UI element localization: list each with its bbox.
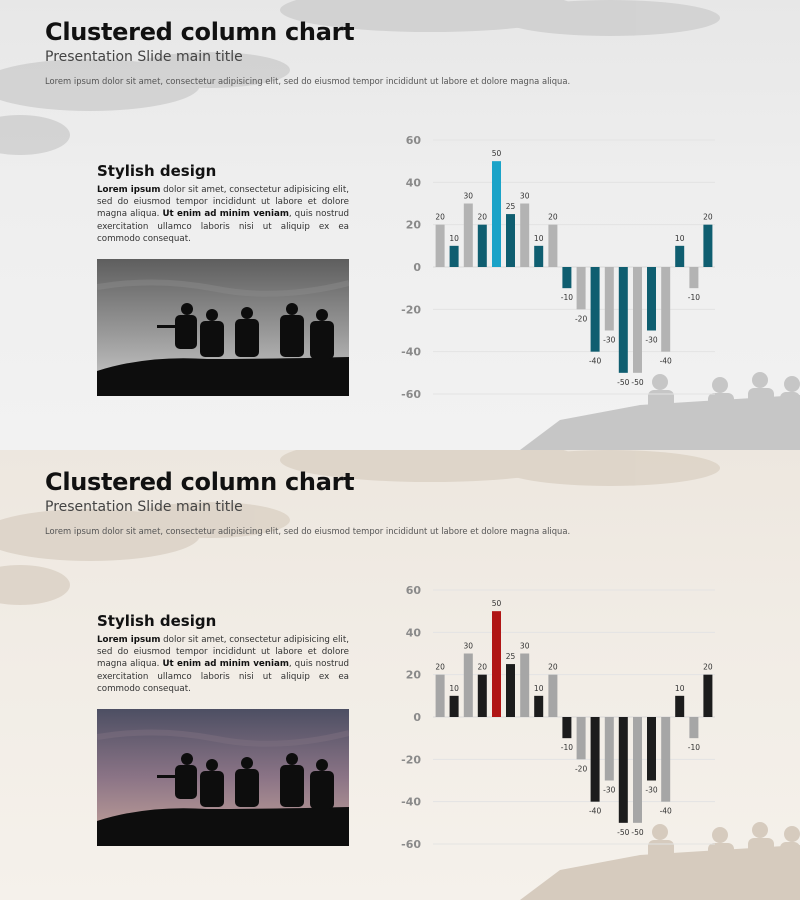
bar [478,675,487,717]
bar [450,696,459,717]
bar [450,246,459,267]
data-label: -40 [588,806,602,816]
bar [548,225,557,267]
bar [577,717,586,759]
y-tick-label: -20 [401,303,421,317]
data-label: -10 [560,743,574,753]
y-tick-label: 0 [413,711,421,724]
bar [633,267,642,373]
bar [647,267,656,331]
card-body-bold-1: Lorem ipsum [97,185,161,195]
bar [661,267,670,352]
y-tick-label: 60 [405,584,421,597]
bar [520,204,529,268]
data-label: -40 [659,806,672,816]
data-label: 10 [674,683,685,693]
card-body [97,634,349,695]
bar [506,664,515,717]
y-tick-label: 20 [405,218,421,232]
slide-2 [0,450,800,900]
data-label: 50 [491,599,502,609]
data-label: 50 [491,149,502,159]
y-tick-label: 60 [405,134,421,147]
slide-title: Clustered column chart [45,18,355,46]
bar [577,267,586,309]
data-label: -40 [588,356,602,366]
data-label: 30 [519,641,530,651]
y-tick-label: -40 [401,345,421,359]
bar [478,225,487,267]
card-body-text-1: dolor sit amet, consectetur adipisicing elit, sed do eiusmod tempor incididunt ut labore et dolore magna aliqua. [97,185,349,220]
bar [492,161,501,267]
clustered-column-chart [395,576,725,856]
slide-subtitle: Presentation Slide main title [45,49,243,65]
y-tick-label: -40 [401,795,421,809]
data-label: 10 [674,233,685,243]
y-tick-label: -60 [401,388,421,401]
data-label: 10 [449,683,459,693]
bar [506,214,515,267]
bar [534,696,543,717]
bar [703,225,712,267]
data-label: -50 [617,377,630,387]
data-label: 20 [703,212,713,222]
y-tick-label: 0 [413,261,421,274]
data-label: -20 [574,764,588,774]
card-heading: Stylish design [97,162,217,180]
card-heading: Stylish design [97,612,217,630]
bar [605,267,614,331]
bar [703,675,712,717]
y-tick-label: 20 [405,668,421,682]
bar [689,717,698,738]
bar [661,717,670,802]
data-label: 25 [505,202,516,212]
data-label: -20 [574,314,588,324]
data-label: 10 [449,233,459,243]
bar [591,717,600,802]
data-label: 20 [548,662,558,672]
data-label: -30 [645,785,658,795]
bar [436,675,445,717]
bar [647,717,656,781]
y-tick-label: 40 [405,626,421,640]
data-label: 20 [435,212,445,222]
data-label: -30 [603,335,616,345]
data-label: 20 [548,212,558,222]
bar [464,204,473,268]
data-label: -50 [631,377,644,387]
slide-subtitle: Presentation Slide main title [45,499,243,515]
data-label: 20 [477,212,488,222]
soldiers-silhouette-photo [97,259,349,396]
bar [675,696,684,717]
bar [689,267,698,288]
data-label: 20 [703,662,713,672]
clustered-column-chart [395,126,725,406]
data-label: -50 [617,827,630,837]
data-label: 10 [533,233,544,243]
card-body [97,184,349,245]
bar [520,654,529,718]
card-body-bold-2: Ut enim ad minim veniam [162,209,289,220]
data-label: 25 [505,652,516,662]
data-label: -40 [659,356,672,366]
bar [619,717,628,823]
data-label: -10 [560,293,574,303]
card-body-text-1: dolor sit amet, consectetur adipisicing elit, sed do eiusmod tempor incididunt ut labore et dolore magna aliqua. [97,635,349,670]
data-label: -30 [645,335,658,345]
card-body-bold-1: Lorem ipsum [97,635,161,645]
data-label: -10 [687,293,701,303]
bar [562,267,571,288]
y-tick-label: 40 [405,176,421,190]
bar [436,225,445,267]
data-label: 20 [435,662,445,672]
card-body-text-2: , quis nostrud exercitation ullamco laboris nisi ut aliquip ex ea commodo consequat. [97,659,350,694]
bar [591,267,600,352]
data-label: 20 [477,662,488,672]
bar [675,246,684,267]
data-label: 10 [533,683,544,693]
data-label: 30 [519,191,530,201]
bar [492,611,501,717]
card-body-text-2: , quis nostrud exercitation ullamco laboris nisi ut aliquip ex ea commodo consequat. [97,209,350,244]
bar [633,717,642,823]
slide-title: Clustered column chart [45,468,355,496]
bar [562,717,571,738]
bar [548,675,557,717]
slide-description: Lorem ipsum dolor sit amet, consectetur adipisicing elit, sed do eiusmod tempor incididunt ut labore et dolore magna aliqua. [45,526,571,536]
bar [605,717,614,781]
data-label: 30 [463,191,474,201]
bar [464,654,473,718]
data-label: 30 [463,641,474,651]
data-label: -30 [603,785,616,795]
y-tick-label: -20 [401,753,421,767]
card-body-bold-2: Ut enim ad minim veniam [162,659,289,670]
bar [619,267,628,373]
data-label: -10 [687,743,701,753]
bar [534,246,543,267]
data-label: -50 [631,827,644,837]
y-tick-label: -60 [401,838,421,851]
soldiers-silhouette-photo [97,709,349,846]
slide-description: Lorem ipsum dolor sit amet, consectetur adipisicing elit, sed do eiusmod tempor incididunt ut labore et dolore magna aliqua. [45,76,571,86]
